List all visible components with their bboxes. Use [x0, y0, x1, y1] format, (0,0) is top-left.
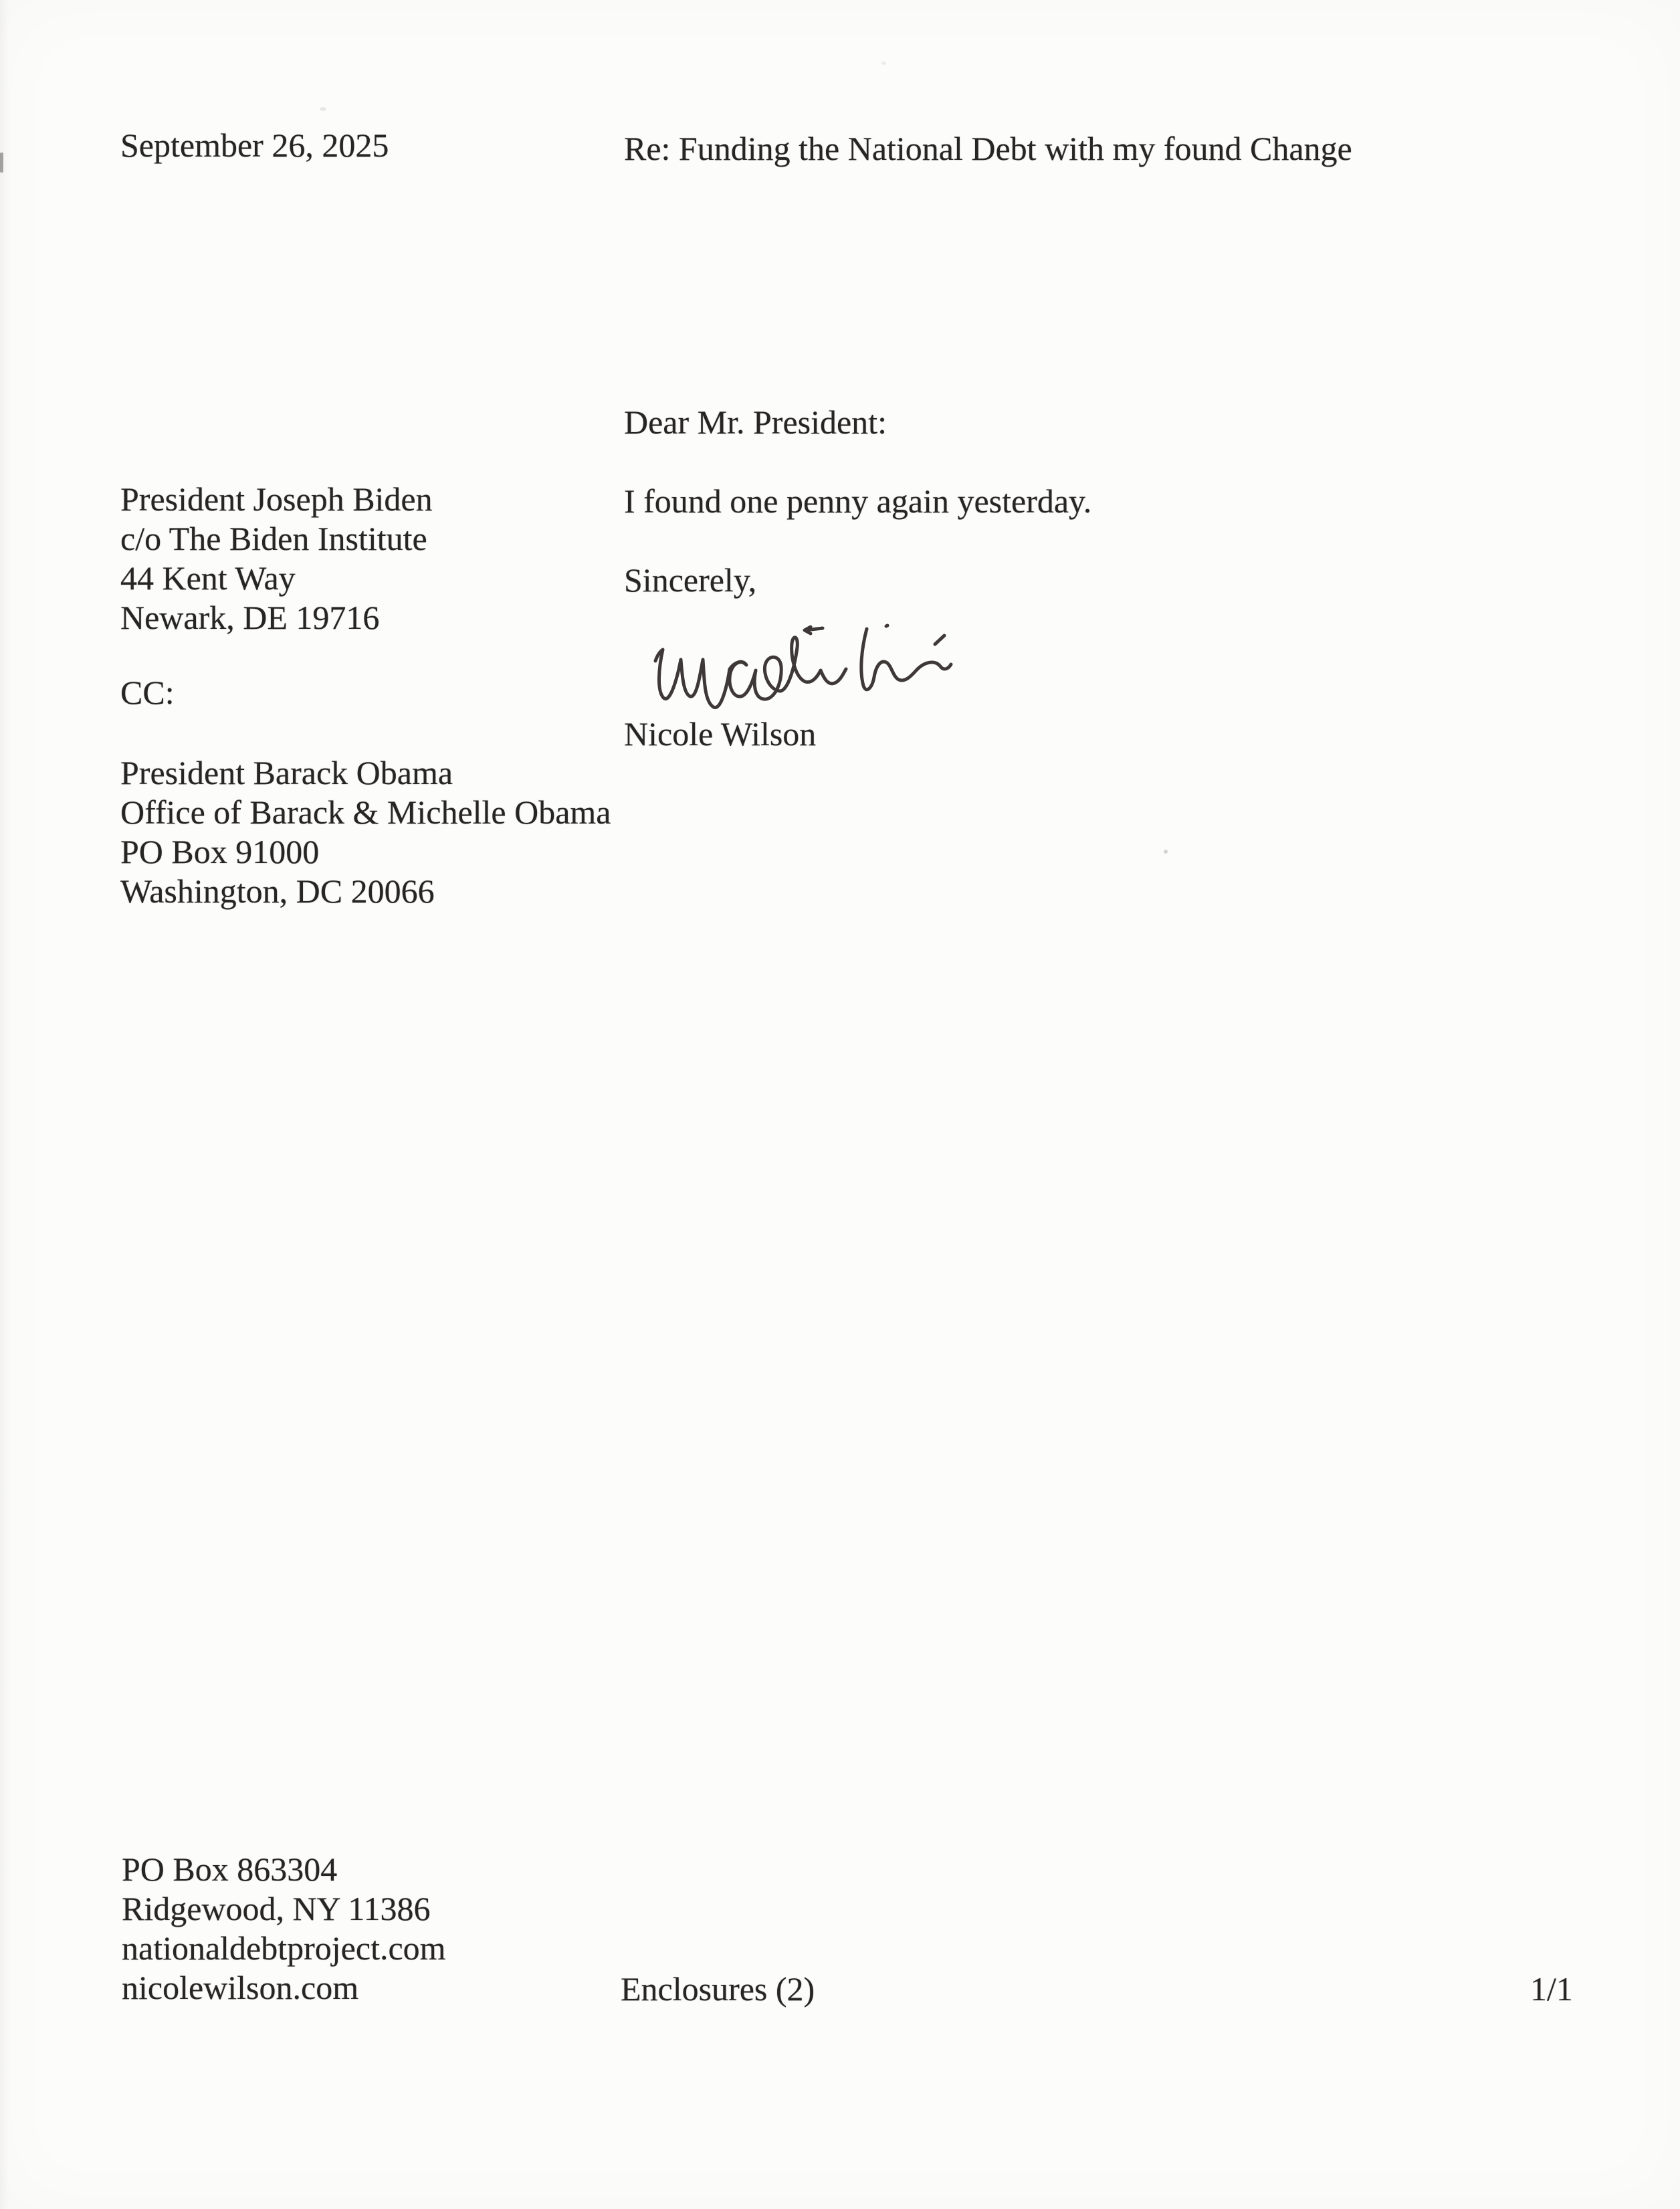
recipient-line: Newark, DE 19716 [120, 599, 380, 636]
scan-speck [1164, 850, 1168, 854]
scan-artifact [0, 153, 3, 173]
signature-name: Nicole Wilson [624, 715, 817, 753]
handwritten-signature-icon [635, 595, 983, 716]
letter-date: September 26, 2025 [120, 126, 389, 164]
sender-line: nationaldebtproject.com [122, 1929, 446, 1967]
sender-line: Ridgewood, NY 11386 [122, 1890, 431, 1927]
page-number: 1/1 [1530, 1970, 1573, 2008]
scan-speck [320, 107, 326, 111]
enclosures-note: Enclosures (2) [621, 1970, 815, 2008]
scan-edge-shadow [0, 0, 9, 2209]
cc-line: PO Box 91000 [120, 833, 320, 870]
cc-line: President Barack Obama [120, 754, 453, 791]
cc-label: CC: [120, 674, 175, 711]
cc-address-block [120, 753, 611, 911]
recipient-line: President Joseph Biden [120, 480, 433, 518]
sender-line: PO Box 863304 [122, 1850, 338, 1888]
closing: Sincerely, [624, 561, 757, 599]
scan-speck [881, 62, 886, 65]
recipient-address-block [120, 480, 433, 638]
body-text: I found one penny again yesterday. [624, 482, 1092, 520]
recipient-line: c/o The Biden Institute [120, 520, 427, 557]
cc-line: Washington, DC 20066 [120, 872, 435, 910]
subject-line: Re: Funding the National Debt with my found Change [624, 130, 1352, 167]
salutation: Dear Mr. President: [624, 403, 887, 441]
cc-line: Office of Barack & Michelle Obama [120, 793, 611, 831]
recipient-line: 44 Kent Way [120, 559, 296, 597]
sender-line: nicolewilson.com [122, 1969, 359, 2006]
sender-address-block [122, 1850, 446, 2008]
